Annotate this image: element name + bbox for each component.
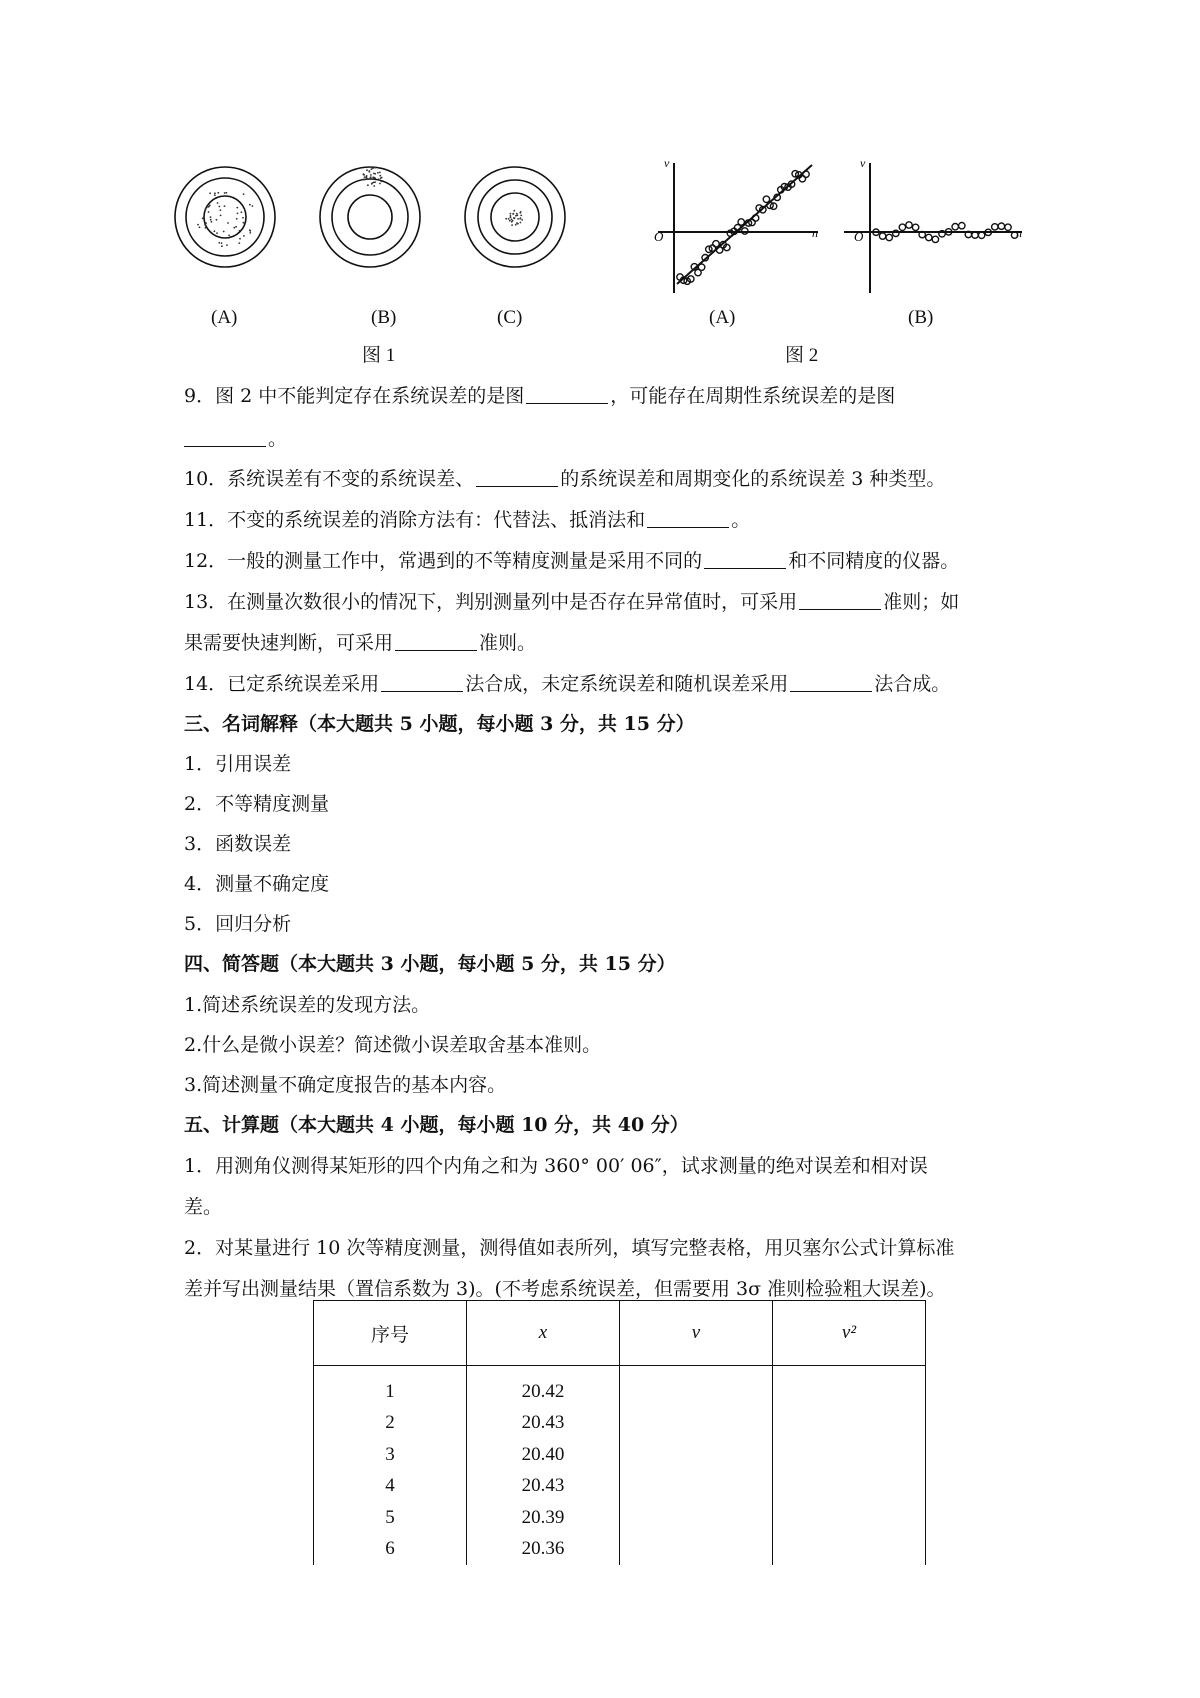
question-9-cont: 。 <box>184 427 287 451</box>
shot-dot <box>235 226 237 228</box>
cell-x: 20.43 <box>467 1408 620 1440</box>
shot-dot <box>515 215 517 217</box>
fig1-caption: 图 1 <box>362 345 396 366</box>
shot-dot <box>372 176 374 178</box>
shot-dot <box>197 224 199 226</box>
shot-dot <box>380 178 382 180</box>
section3-title: 三、名词解释（本大题共 5 小题，每小题 3 分，共 15 分） <box>184 713 695 735</box>
target-b <box>320 167 420 267</box>
residual-point <box>698 264 704 270</box>
shot-dot <box>374 177 376 179</box>
shot-dot <box>214 194 216 196</box>
section3-item-2: 2．不等精度测量 <box>184 793 330 815</box>
figure2-plot-a <box>640 155 830 295</box>
target-c <box>465 167 565 267</box>
question-13: 13．在测量次数很小的情况下，判别测量列中是否存在异常值时，可采用 准则；如 <box>184 591 960 613</box>
shot-dot <box>371 168 373 170</box>
shot-dot <box>520 222 522 224</box>
shot-dot <box>205 208 207 210</box>
shot-dot <box>226 244 228 246</box>
shot-dot <box>224 192 226 194</box>
residual-point <box>899 224 905 230</box>
section4-title: 四、简答题（本大题共 3 小题，每小题 5 分，共 15 分） <box>184 953 676 975</box>
shot-dot <box>223 231 225 233</box>
shot-dot <box>366 169 368 171</box>
shot-dot <box>379 175 381 177</box>
shot-dot <box>205 227 207 229</box>
shot-dot <box>510 215 512 217</box>
answer-blank[interactable] <box>799 591 881 610</box>
question-11: 11．不变的系统误差的消除方法有：代替法、抵消法和 。 <box>184 509 751 531</box>
shot-dot <box>513 210 515 212</box>
residual-point <box>886 234 892 240</box>
shot-dot <box>239 238 241 240</box>
shot-dot <box>249 232 251 234</box>
answer-blank[interactable] <box>184 428 266 447</box>
cell-index: 4 <box>314 1471 467 1503</box>
cell-v-squared[interactable] <box>773 1502 926 1534</box>
cell-index: 3 <box>314 1439 467 1471</box>
cell-v-squared[interactable] <box>773 1471 926 1503</box>
shot-dot <box>228 235 230 237</box>
table-row <box>314 1408 926 1440</box>
residual-point <box>763 196 769 202</box>
shot-dot <box>243 235 245 237</box>
section5-q1-line2: 差。 <box>184 1196 223 1218</box>
residual-point <box>978 232 984 238</box>
residual-point <box>952 224 958 230</box>
header-x: x <box>467 1301 620 1366</box>
shot-dot <box>510 213 512 215</box>
shot-dot <box>379 183 381 185</box>
answer-blank[interactable] <box>395 632 477 651</box>
cell-v[interactable] <box>620 1408 773 1440</box>
shot-dot <box>214 230 216 232</box>
section5-q2-line2: 差并写出测量结果（置信系数为 3)。(不考虑系统误差，但需要用 3σ 准则检验粗大误差)。 <box>184 1278 946 1300</box>
table-row <box>314 1534 926 1566</box>
section5-q1-line1: 1．用测角仪测得某矩形的四个内角之和为 360° 00′ 06″，试求测量的绝对误差和相对误 <box>184 1155 928 1177</box>
shot-dot <box>252 205 254 207</box>
shot-dot <box>226 192 228 194</box>
shot-dot <box>515 224 517 226</box>
shot-dot <box>520 215 522 217</box>
shot-dot <box>236 207 238 209</box>
cell-v-squared[interactable] <box>773 1408 926 1440</box>
shot-dot <box>238 242 240 244</box>
cell-v-squared[interactable] <box>773 1366 926 1408</box>
shot-dot <box>363 179 365 181</box>
shot-dot <box>378 178 380 180</box>
shot-dot <box>521 219 523 221</box>
residual-point <box>932 236 938 242</box>
shot-dot <box>509 220 511 222</box>
fig1-label-a: (A) <box>211 307 238 328</box>
residual-point <box>912 224 918 230</box>
cell-index: 6 <box>314 1534 467 1566</box>
shot-dot <box>211 221 213 223</box>
fig2-caption: 图 2 <box>785 345 819 366</box>
shot-dot <box>221 242 223 244</box>
header-index: 序号 <box>314 1301 467 1366</box>
header-v: v <box>620 1301 773 1366</box>
target-a <box>175 167 275 267</box>
residual-point <box>803 171 809 177</box>
question-10: 10．系统误差有不变的系统误差、 的系统误差和周期变化的系统误差 3 种类型。 <box>184 468 946 490</box>
shot-dot <box>519 212 521 214</box>
cell-x: 20.43 <box>467 1471 620 1503</box>
shot-dot <box>219 206 221 208</box>
shot-dot <box>377 172 379 174</box>
question-12: 12．一般的测量工作中，常遇到的不等精度测量是采用不同的 和不同精度的仪器。 <box>184 550 960 572</box>
cell-x: 20.40 <box>467 1439 620 1471</box>
shot-dot <box>374 181 376 183</box>
shot-dot <box>380 181 382 183</box>
residual-point <box>926 234 932 240</box>
shot-dot <box>517 223 519 225</box>
question-13-cont: 果需要快速判断，可采用 准则。 <box>184 632 537 654</box>
header-v-squared: v² <box>773 1301 926 1366</box>
question-14: 14．已定系统误差采用 法合成，未定系统误差和随机误差采用 法合成。 <box>184 673 951 695</box>
residual-point <box>1005 224 1011 230</box>
fig2a-axis-v: v <box>664 156 670 170</box>
residual-point <box>959 223 965 229</box>
shot-dot <box>513 217 515 219</box>
cell-index: 5 <box>314 1502 467 1534</box>
shot-dot <box>249 230 251 232</box>
shot-dot <box>216 232 218 234</box>
fig2-label-b: (B) <box>908 307 934 328</box>
answer-blank[interactable] <box>476 468 558 487</box>
shot-dot <box>379 172 381 174</box>
shot-dot <box>208 211 210 213</box>
table-row <box>314 1502 926 1534</box>
shot-dot <box>239 230 241 232</box>
shot-dot <box>209 192 211 194</box>
shot-dot <box>217 202 219 204</box>
section5-q2-line1: 2．对某量进行 10 次等精度测量，测得值如表所列，填写完整表格，用贝塞尔公式计算标准 <box>184 1237 955 1259</box>
shot-dot <box>374 167 376 169</box>
shot-dot <box>371 182 373 184</box>
section4-item-1: 1.简述系统误差的发现方法。 <box>184 994 431 1016</box>
shot-dot <box>237 213 239 215</box>
section3-item-3: 3．函数误差 <box>184 833 292 855</box>
shot-dot <box>505 218 507 220</box>
section5-title: 五、计算题（本大题共 4 小题，每小题 10 分，共 40 分） <box>184 1114 689 1136</box>
shot-dot <box>365 176 367 178</box>
fig2b-origin: O <box>854 229 864 244</box>
table-header-row <box>314 1301 926 1366</box>
shot-dot <box>517 218 519 220</box>
shot-dot <box>224 205 226 207</box>
section3-item-5: 5．回归分析 <box>184 913 292 935</box>
answer-blank[interactable] <box>790 673 872 692</box>
shot-dot <box>364 176 366 178</box>
shot-dot <box>249 204 251 206</box>
shot-dot <box>243 193 245 195</box>
cell-v[interactable] <box>620 1366 773 1408</box>
shot-dot <box>242 217 244 219</box>
shot-dot <box>513 213 515 215</box>
shot-dot <box>217 192 219 194</box>
residual-point <box>998 223 1004 229</box>
shot-dot <box>220 215 222 217</box>
shot-dot <box>202 218 204 220</box>
fig2b-axis-v: v <box>860 156 866 170</box>
shot-dot <box>366 178 368 180</box>
section3-item-4: 4．测量不确定度 <box>184 873 330 895</box>
shot-dot <box>373 185 375 187</box>
cell-index: 2 <box>314 1408 467 1440</box>
shot-dot <box>216 219 218 221</box>
section4-item-3: 3.简述测量不确定度报告的基本内容。 <box>184 1074 507 1096</box>
shot-dot <box>372 167 374 169</box>
shot-dot <box>512 220 514 222</box>
answer-blank[interactable] <box>381 673 463 692</box>
shot-dot <box>221 245 223 247</box>
shot-dot <box>367 184 369 186</box>
cell-v[interactable] <box>620 1471 773 1503</box>
cell-v-squared[interactable] <box>773 1439 926 1471</box>
shot-dot <box>210 219 212 221</box>
shot-dot <box>243 222 245 224</box>
fig1-label-b: (B) <box>371 307 397 328</box>
fig1-label-c: (C) <box>497 307 523 328</box>
answer-blank[interactable] <box>526 385 608 404</box>
shot-dot <box>370 177 372 179</box>
cell-v[interactable] <box>620 1534 773 1566</box>
shot-dot <box>199 226 201 228</box>
measurement-table <box>313 1300 926 1565</box>
answer-blank[interactable] <box>647 509 729 528</box>
shot-dot <box>369 171 371 173</box>
residual-point <box>879 233 885 239</box>
shot-dot <box>511 224 513 226</box>
shot-dot <box>205 222 207 224</box>
fig2a-axis-n: n <box>812 226 818 240</box>
fig2-label-a: (A) <box>709 307 736 328</box>
cell-x: 20.36 <box>467 1534 620 1566</box>
residual-point <box>906 222 912 228</box>
shot-dot <box>209 205 211 207</box>
figure1-targets <box>170 165 590 275</box>
answer-blank[interactable] <box>704 550 786 569</box>
shot-dot <box>210 216 212 218</box>
cell-x: 20.42 <box>467 1366 620 1408</box>
table-row <box>314 1366 926 1408</box>
fig2b-axis-n: n <box>1016 226 1022 240</box>
section4-item-2: 2.什么是微小误差？简述微小误差取舍基本准则。 <box>184 1034 602 1056</box>
cell-x: 20.39 <box>467 1502 620 1534</box>
shot-dot <box>520 217 522 219</box>
cell-v-squared[interactable] <box>773 1534 926 1566</box>
shot-dot <box>373 173 375 175</box>
residual-point <box>738 219 744 225</box>
shot-dot <box>205 224 207 226</box>
cell-v[interactable] <box>620 1502 773 1534</box>
shot-dot <box>363 173 365 175</box>
shot-dot <box>241 211 243 213</box>
cell-v[interactable] <box>620 1439 773 1471</box>
shot-dot <box>220 209 222 211</box>
shot-dot <box>233 227 235 229</box>
shot-dot <box>370 174 372 176</box>
shot-dot <box>516 213 518 215</box>
question-9: 9．图 2 中不能判定存在系统误差的是图 ，可能存在周期性系统误差的是图 <box>184 385 896 407</box>
table-row <box>314 1471 926 1503</box>
shot-dot <box>207 205 209 207</box>
residual-point <box>992 224 998 230</box>
shot-dot <box>218 242 220 244</box>
shot-dot <box>508 218 510 220</box>
shot-dot <box>214 192 216 194</box>
section3-item-1: 1．引用误差 <box>184 753 292 775</box>
shot-dot <box>236 218 238 220</box>
residual-point <box>713 241 719 247</box>
figure2-plot-b <box>840 155 1030 295</box>
cell-index: 1 <box>314 1366 467 1408</box>
fig2a-origin: O <box>654 229 664 244</box>
table-row <box>314 1439 926 1471</box>
shot-dot <box>227 222 229 224</box>
